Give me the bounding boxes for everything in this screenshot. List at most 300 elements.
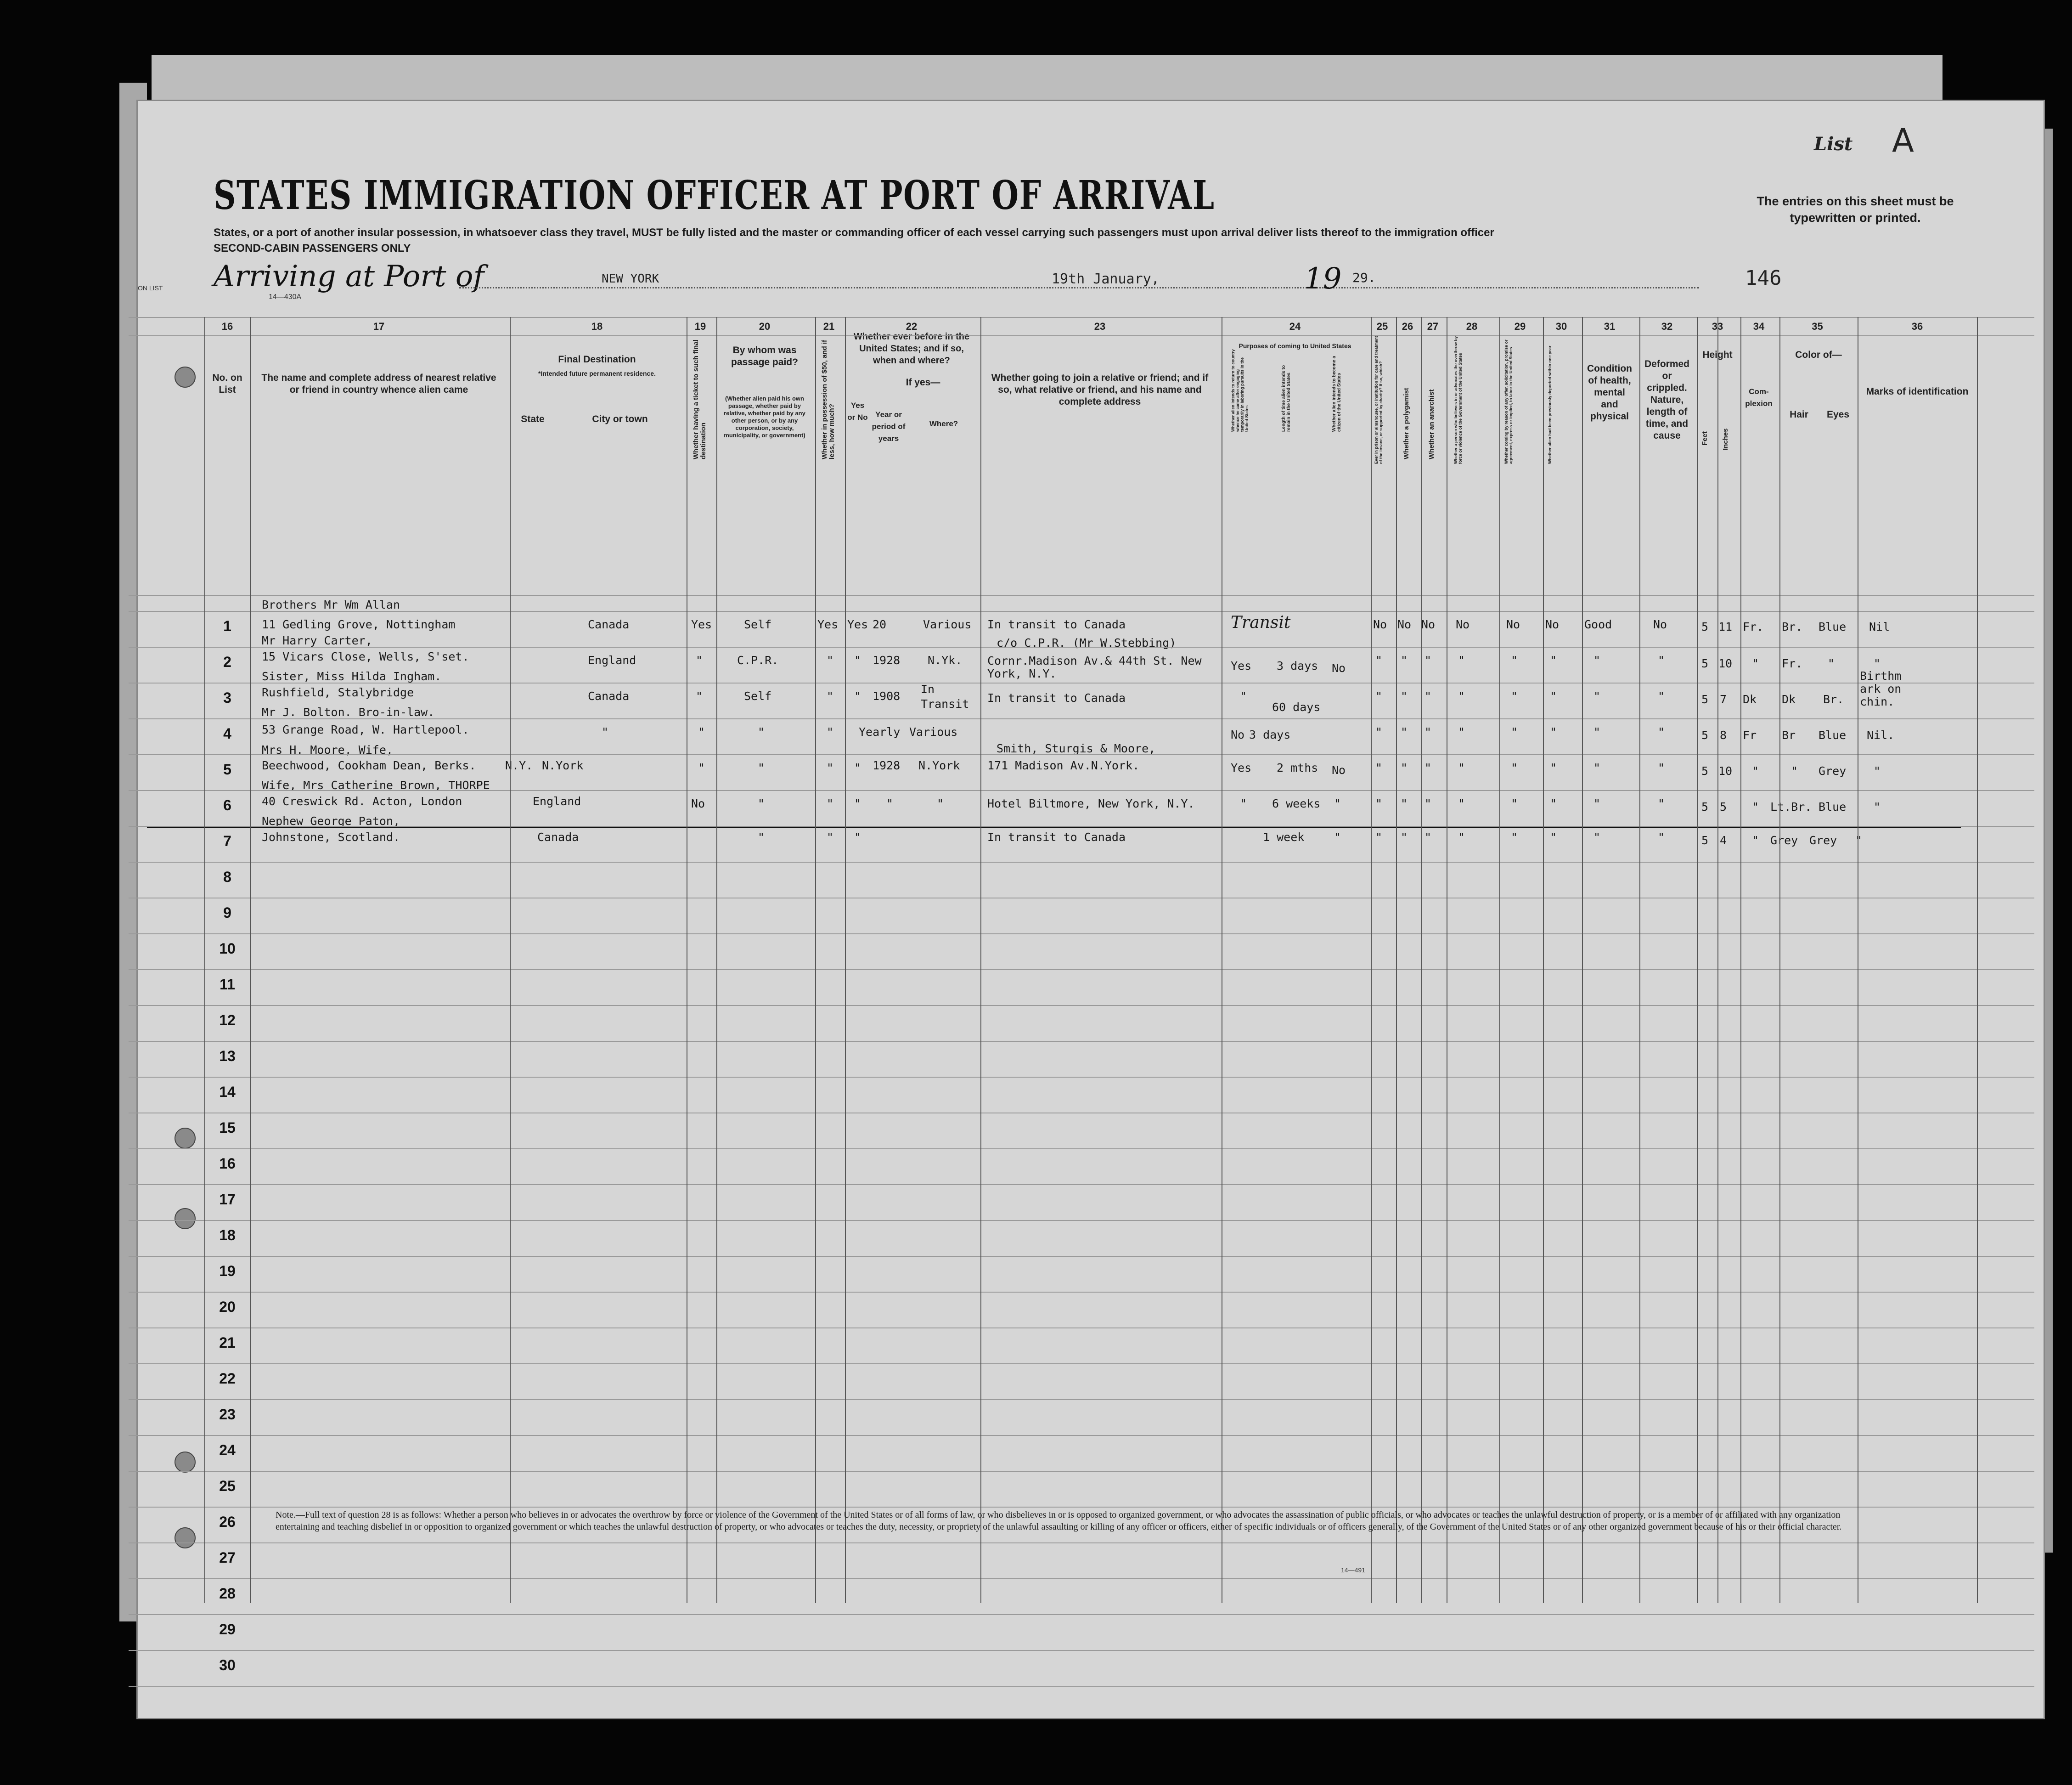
footnote: Note.—Full text of question 28 is as follows: Whether a person who believes in or advocates the overthrow by force or violence of the Government of the United States or of all forms of law, or who disbelieves in or is opposed to organized government, or who advocates the assassination of public officials, or who advocates or teaches the unlawful destruction of property, or is a member of or affiliated with any organization entertaining and teaching disbelief in or opposition to organized government or which teaches the unlawful destruction of property, or who advocates or teaches the duty, necessity, or propriety of the unlawful assaulting or killing of any officer or officers, either of specific individuals or of officers generally, of the Government of the United States or of any other organized government because of his or their official character. [276, 1510, 1842, 1532]
cell-marks: Birthm ark on chin. [1860, 669, 1902, 708]
header-purpose: Purposes of coming to United States [1239, 342, 1351, 350]
cell-relative: Mr J. Bolton. Bro-in-law. [262, 706, 435, 719]
table-row-rule [129, 826, 2034, 827]
cell-q25: " [1375, 654, 1383, 667]
cell-joining: 171 Madison Av.N.York. [987, 759, 1140, 772]
table-column-rule [204, 317, 205, 1603]
header-prison: Ever in prison or almshouse, or institution for care and treatment of the insane, or supported by charity? If so, which? [1374, 336, 1383, 464]
table-column-rule [250, 317, 251, 1603]
cell-deformed: " [1658, 761, 1665, 774]
header-height: Height [1702, 350, 1733, 360]
header-ticket: Whether having a ticket to such final destination [692, 339, 707, 459]
cell-hair: Br. [1782, 620, 1803, 633]
row-number: 26 [219, 1514, 236, 1530]
cell-relative: 53 Grange Road, W. Hartlepool. [262, 723, 469, 736]
cell-eyes: Blue [1819, 620, 1847, 633]
list-value: A [1892, 122, 1914, 159]
cell-marks: " [1855, 834, 1863, 847]
cell-relative: Rushfield, Stalybridge [262, 686, 414, 699]
cell-relative: 11 Gedling Grove, Nottingham [262, 618, 456, 631]
cell-purpose-return: " [1240, 689, 1247, 703]
col-number-28: 28 [1466, 321, 1478, 332]
cell-before: " [854, 689, 861, 703]
page-number: 146 [1745, 266, 1782, 290]
cell-relative: 15 Vicars Close, Wells, S'set. [262, 650, 469, 663]
cell-before: " [854, 830, 861, 844]
cell-q25: " [1375, 797, 1383, 810]
cell-relative: Johnstone, Scotland. [262, 830, 400, 844]
cell-health: " [1593, 725, 1601, 739]
cell-ticket: " [698, 761, 705, 774]
cell-purpose-length: 1 week [1263, 830, 1305, 844]
cell-health: " [1593, 654, 1601, 667]
cell-joining: In transit to Canada [987, 830, 1126, 844]
cell-fifty: " [827, 654, 834, 667]
header-year-or-period: Year or period of years [872, 410, 906, 443]
cell-q30: " [1550, 725, 1557, 739]
cell-paid-by: " [758, 830, 765, 844]
arriving-label: Arriving at Port of [214, 260, 484, 294]
header-final-destination-note: *Intended future permanent residence. [538, 370, 656, 377]
table-row-rule [129, 1184, 2034, 1185]
col-number-27: 27 [1427, 321, 1439, 332]
col-number-31: 31 [1604, 321, 1616, 332]
cell-joining: In transit to Canada [987, 618, 1126, 631]
cell-joining: In transit to Canada [987, 691, 1126, 705]
cell-q29: " [1511, 689, 1518, 703]
table-row-rule [129, 754, 2034, 755]
row-number: 13 [219, 1048, 236, 1064]
table-row-rule [129, 1256, 2034, 1257]
header-joining-relative: Whether going to join a relative or friend; and if so, what relative or friend, and his name and complete address [991, 373, 1209, 407]
cell-paid-by: C.P.R. [737, 654, 779, 667]
cell-deformed: " [1658, 689, 1665, 703]
row-number: 9 [223, 904, 231, 921]
cell-year: 20 [873, 618, 887, 631]
cell-q28: " [1458, 654, 1465, 667]
cell-complexion: " [1752, 657, 1759, 670]
cell-ticket: " [696, 654, 703, 667]
table-column-rule [1639, 317, 1640, 1603]
cell-feet: 5 [1701, 800, 1709, 813]
col-number-35: 35 [1812, 321, 1823, 332]
cell-marks: " [1874, 800, 1881, 813]
col-number-18: 18 [591, 321, 603, 332]
cell-q30: " [1550, 761, 1557, 774]
table-row-rule [129, 1363, 2034, 1364]
cell-health: " [1593, 689, 1601, 703]
row-strikethrough [147, 827, 1961, 828]
cell-city: Canada [588, 618, 630, 631]
cell-purpose-citizen: " [1334, 797, 1341, 810]
cell-feet: 5 [1701, 834, 1709, 847]
cell-q27: " [1424, 797, 1432, 810]
cell-q26: " [1401, 761, 1408, 774]
row-number: 30 [219, 1657, 236, 1673]
cell-eyes: Blue [1819, 729, 1847, 742]
cell-ticket: " [698, 725, 705, 739]
cell-q30: No [1545, 618, 1560, 631]
cell-paid-by: " [758, 797, 765, 810]
cell-q28: " [1458, 725, 1465, 739]
table-row-rule [129, 1041, 2034, 1042]
row-number: 19 [219, 1263, 236, 1279]
col-number-20: 20 [759, 321, 771, 332]
header-passage-paid-note: (Whether alien paid his own passage, whether paid by relative, whether paid by any other person, or by any corporation, society, municipality, or government) [724, 395, 805, 439]
header-possession-50: Whether in possession of $50, and if less, how much? [821, 339, 836, 459]
header-marks: Marks of identification [1866, 386, 1969, 397]
row-number: 11 [220, 976, 235, 993]
header-health: Condition of health, mental and physical [1587, 363, 1632, 422]
cell-q25: " [1375, 761, 1383, 774]
cell-paid-by: " [758, 725, 765, 739]
cell-marks: Nil. [1867, 729, 1895, 742]
table-row-rule [129, 1148, 2034, 1149]
cell-purpose-length: 6 weeks [1272, 797, 1321, 810]
cell-eyes: Br. [1823, 693, 1844, 706]
cell-health: " [1593, 797, 1601, 810]
cell-q26: " [1401, 689, 1408, 703]
cell-complexion: " [1752, 834, 1759, 847]
cell-before: " [854, 797, 861, 810]
cell-city: " [602, 725, 609, 739]
col-number-25: 25 [1376, 321, 1388, 332]
cell-purpose-length: 3 days [1249, 728, 1291, 741]
table-row-rule [129, 1614, 2034, 1615]
row-number: 2 [223, 654, 231, 670]
cell-complexion: Dk [1743, 693, 1757, 706]
cell-q29: " [1511, 830, 1518, 844]
row-number: 7 [223, 833, 231, 849]
cell-ticket: No [691, 797, 705, 810]
cell-state: N.Y. [505, 759, 533, 772]
table-column-rule [1977, 317, 1978, 1603]
cell-city: Canada [588, 689, 630, 703]
col-number-16: 16 [221, 321, 233, 332]
cell-q30: " [1550, 830, 1557, 844]
row-number: 12 [219, 1012, 236, 1028]
cell-q30: " [1550, 654, 1557, 667]
cell-purpose-length: 2 mths [1277, 761, 1318, 774]
header-inches: Inches [1722, 428, 1729, 450]
year-suffix: 29. [1352, 270, 1376, 285]
cell-q27: No [1421, 618, 1436, 631]
table-column-rule [1740, 317, 1741, 1603]
header-purpose-length: Length of time alien intends to remain in the United States [1281, 365, 1291, 432]
table-row-rule [129, 790, 2034, 791]
header-eyes: Eyes [1826, 409, 1850, 420]
cell-where: Various [909, 725, 958, 739]
cell-relative: Beechwood, Cookham Dean, Berks. [262, 759, 476, 772]
header-color-of: Color of— [1795, 350, 1842, 360]
cell-fifty: " [827, 689, 834, 703]
cell-eyes: Grey [1809, 834, 1837, 847]
cell-q26: " [1401, 797, 1408, 810]
table-row-rule [129, 317, 2034, 318]
cell-deformed: No [1653, 618, 1667, 631]
cell-city: England [588, 654, 636, 667]
manifest-sheet [138, 101, 2044, 1718]
table-column-rule [845, 317, 846, 1603]
cell-relative: Mr Harry Carter, [262, 634, 372, 647]
cell-before: " [854, 761, 861, 774]
cell-q28: " [1458, 761, 1465, 774]
cell-paid-by: Self [744, 689, 772, 703]
cell-complexion: Fr. [1743, 620, 1764, 633]
table-row-rule [129, 1399, 2034, 1400]
col-number-22: 22 [906, 321, 918, 332]
cell-relative: Nephew George Paton, [262, 814, 400, 828]
cell-before: Yes [847, 618, 868, 631]
header-city: City or town [592, 414, 648, 424]
list-label: List [1814, 133, 1853, 155]
row-number: 16 [219, 1155, 236, 1172]
footnote-code: 14—491 [1341, 1566, 1365, 1574]
cell-city: N.York [542, 759, 584, 772]
cell-q28: No [1456, 618, 1470, 631]
cell-year: 1928 [873, 654, 901, 667]
header-hair: Hair [1790, 409, 1808, 420]
header-where: Where? [929, 419, 958, 428]
cell-marks: " [1874, 657, 1881, 670]
cell-q27: " [1424, 689, 1432, 703]
table-column-rule [716, 317, 717, 1603]
cell-before: " [854, 654, 861, 667]
cell-where: N.York [918, 759, 960, 772]
cell-inches: 8 [1720, 729, 1727, 742]
col-number-32: 32 [1661, 321, 1673, 332]
row-number: 3 [223, 689, 231, 706]
cell-purpose-return: " [1240, 797, 1247, 810]
cell-inches: 7 [1720, 693, 1727, 706]
cell-feet: 5 [1701, 729, 1709, 742]
cell-hair: Lt.Br. [1770, 800, 1812, 813]
cell-q26: No [1397, 618, 1412, 631]
table-row-rule [129, 1471, 2034, 1472]
header-final-destination: Final Destination [558, 354, 636, 365]
cell-complexion: " [1752, 764, 1759, 778]
cell-where: Various [923, 618, 972, 631]
cell-q30: " [1550, 689, 1557, 703]
cell-deformed: " [1658, 797, 1665, 810]
table-column-rule [1499, 317, 1500, 1603]
table-row-rule [129, 1005, 2034, 1006]
header-anarchist: Whether an anarchist [1428, 389, 1436, 459]
cell-fifty: " [827, 725, 834, 739]
cell-q28: " [1458, 689, 1465, 703]
table-row-rule [129, 1686, 2034, 1687]
col-number-23: 23 [1094, 321, 1106, 332]
header-complexion: Com-plexion [1745, 387, 1773, 408]
table-row-rule [129, 1292, 2034, 1293]
table-column-rule [1697, 317, 1698, 1603]
col-number-34: 34 [1753, 321, 1765, 332]
cell-q27: " [1424, 725, 1432, 739]
header-passage-paid: By whom was passage paid? [731, 345, 798, 367]
cell-where: N.Yk. [928, 654, 963, 667]
cell-q27: " [1424, 830, 1432, 844]
header-nearest-relative: The name and complete address of nearest relative or friend in country whence alien came [261, 373, 496, 395]
cell-q27: " [1424, 761, 1432, 774]
port-value: NEW YORK [602, 272, 659, 286]
table-row-rule [129, 1578, 2034, 1579]
row-number: 23 [219, 1406, 236, 1423]
table-column-rule [1371, 317, 1372, 1603]
date-value: 19th January, [1052, 271, 1160, 287]
cell-feet: 5 [1701, 620, 1709, 633]
table-column-rule [1396, 317, 1397, 1603]
row-number: 20 [219, 1299, 236, 1315]
col-number-29: 29 [1514, 321, 1526, 332]
header-purpose-return: Whether alien intends to return to country whence he came after engaging temporarily in laboring pursuits in the United States [1231, 349, 1249, 432]
cell-purpose-citizen: No [1332, 763, 1346, 777]
manifest-table [129, 317, 2034, 1673]
cell-health: Good [1584, 618, 1612, 631]
cell-paid-by: Self [744, 618, 772, 631]
row-number: 29 [219, 1621, 236, 1638]
form-code: 14—430A [269, 293, 302, 301]
cell-hair: Grey [1770, 834, 1798, 847]
col-number-33: 33 [1712, 321, 1723, 332]
cell-purpose-return: Yes [1231, 659, 1252, 672]
header-deported: Whether alien had been previously deported within one year [1548, 345, 1552, 464]
table-row-rule [129, 933, 2034, 934]
row-number: 25 [219, 1478, 236, 1494]
row-number: 15 [219, 1119, 236, 1136]
cell-inches: 5 [1720, 800, 1727, 813]
table-column-rule [1421, 317, 1422, 1603]
cell-relative: Brothers Mr Wm Allan [262, 598, 400, 611]
header-purpose-citizen: Whether alien intends to become a citizen of the United States [1332, 356, 1342, 432]
table-column-rule [1582, 317, 1583, 1603]
cell-fifty: " [827, 830, 834, 844]
cell-inches: 4 [1720, 834, 1727, 847]
cell-eyes: Grey [1819, 764, 1847, 778]
cell-ticket: " [696, 689, 703, 703]
cell-year: " [886, 797, 894, 810]
table-row-rule [129, 1435, 2034, 1436]
cell-deformed: " [1658, 654, 1665, 667]
table-row-rule [129, 1507, 2034, 1508]
col-number-17: 17 [373, 321, 385, 332]
cell-purpose-citizen: No [1332, 661, 1346, 675]
cell-where: In Transit [921, 683, 969, 711]
cell-purpose-citizen: " [1334, 830, 1341, 844]
cell-joining: Smith, Sturgis & Moore, [997, 742, 1156, 755]
cell-deformed: " [1658, 830, 1665, 844]
header-polygamist: Whether a polygamist [1402, 388, 1410, 459]
cell-marks: Nil [1869, 620, 1890, 633]
cell-fifty: " [827, 761, 834, 774]
cell-relative: Sister, Miss Hilda Ingham. [262, 670, 442, 683]
row-number: 1 [223, 618, 231, 634]
cell-ticket: Yes [691, 618, 712, 631]
instruction-line-2: SECOND-CABIN PASSENGERS ONLY [214, 242, 411, 254]
header-before-in-us: Whether ever before in the United States; and if so, when and where? [853, 332, 970, 366]
cell-q29: " [1511, 797, 1518, 810]
cell-q25: No [1373, 618, 1387, 631]
table-row-rule [129, 1650, 2034, 1651]
cell-q26: " [1401, 830, 1408, 844]
arriving-dotted-line [459, 287, 1699, 288]
cell-marks: " [1874, 764, 1881, 778]
header-state: State [521, 414, 545, 424]
cell-q26: " [1401, 725, 1408, 739]
col-number-19: 19 [694, 321, 706, 332]
cell-relative: Mrs H. Moore, Wife, [262, 743, 393, 757]
cell-health: " [1593, 830, 1601, 844]
table-row-rule [129, 647, 2034, 648]
typewritten-note: The entries on this sheet must be typewritten or printed. [1757, 194, 1954, 225]
table-column-rule [1543, 317, 1544, 1603]
row-number: 21 [219, 1334, 236, 1351]
row-number: 27 [219, 1549, 236, 1566]
cell-complexion: Fr [1743, 729, 1757, 742]
cell-q27: " [1424, 654, 1432, 667]
cell-paid-by: " [758, 761, 765, 774]
cell-fifty: Yes [817, 618, 839, 631]
cell-feet: 5 [1701, 693, 1709, 706]
on-list-label: ON LIST [138, 284, 163, 292]
cell-q28: " [1458, 797, 1465, 810]
cell-joining: Cornr.Madison Av.& 44th St. New York, N.Y. [987, 654, 1202, 680]
table-row-rule [129, 335, 2034, 336]
col-number-26: 26 [1402, 321, 1413, 332]
year-prefix: 19 [1304, 262, 1342, 296]
cell-year: 1928 [873, 759, 901, 772]
table-row-rule [129, 611, 2034, 612]
cell-health: " [1593, 761, 1601, 774]
cell-q25: " [1375, 689, 1383, 703]
cell-fifty: " [827, 797, 834, 810]
cell-city: Canada [537, 830, 579, 844]
cell-feet: 5 [1701, 657, 1709, 670]
cell-q28: " [1458, 830, 1465, 844]
instruction-line-1: States, or a port of another insular possession, in whatsoever class they travel, MUST be fully listed and the master or commanding officer of each vessel carrying such passengers must upon arrival deliver lists thereof to the immigration officer [214, 226, 1494, 239]
header-labor-offer: Whether coming by reason of any offer, solicitation, promise or agreement, express or implied, to labor in the United States [1504, 339, 1513, 464]
cell-q29: " [1511, 761, 1518, 774]
row-number: 8 [223, 869, 231, 885]
cell-q29: " [1511, 725, 1518, 739]
table-column-rule [1779, 317, 1780, 1603]
table-row-rule [129, 969, 2034, 970]
cell-year: 1908 [873, 689, 901, 703]
cell-q25: " [1375, 725, 1383, 739]
table-row-rule [129, 862, 2034, 863]
col-number-21: 21 [823, 321, 835, 332]
cell-eyes: Blue [1819, 800, 1847, 813]
table-row-rule [129, 1077, 2034, 1078]
cell-q30: " [1550, 797, 1557, 810]
instructions [214, 225, 1913, 256]
cell-purpose: Transit [1231, 613, 1291, 632]
table-row-rule [129, 595, 2034, 596]
row-number: 22 [219, 1370, 236, 1387]
row-number: 10 [219, 940, 236, 957]
page-title: STATES IMMIGRATION OFFICER AT PORT OF ARRIVAL [214, 172, 1215, 219]
cell-inches: 11 [1718, 620, 1733, 633]
cell-hair: Dk [1782, 693, 1796, 706]
header-overthrow: Whether a person who believes in or advocates the overthrow by force or violence of the Government of the United States [1453, 336, 1463, 464]
header-feet: Feet [1701, 431, 1709, 446]
cell-joining: c/o C.P.R. (Mr W.Stebbing) [997, 636, 1177, 650]
cell-complexion: " [1752, 800, 1759, 813]
cell-q29: " [1511, 654, 1518, 667]
table-column-rule [815, 317, 816, 1603]
cell-hair: " [1791, 764, 1798, 778]
cell-joining: Hotel Biltmore, New York, N.Y. [987, 797, 1195, 810]
row-number: 14 [219, 1084, 236, 1100]
